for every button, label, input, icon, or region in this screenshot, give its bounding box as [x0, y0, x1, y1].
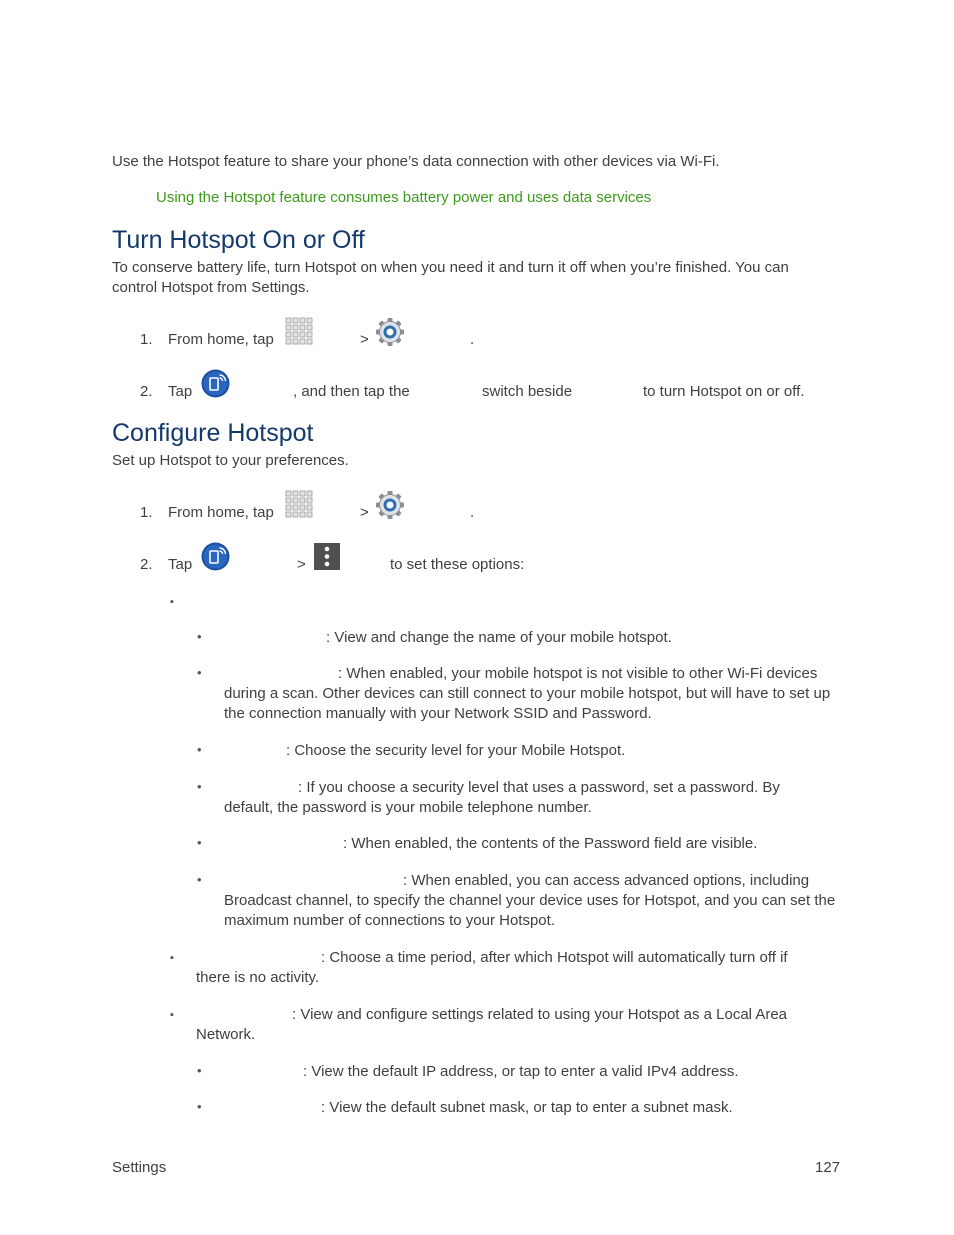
- square-bullet: ▪: [170, 596, 174, 608]
- step-end-dot: .: [470, 331, 475, 348]
- step-text: Tap: [168, 556, 193, 573]
- bullet-dot: •: [197, 1063, 202, 1078]
- option-description: : View and change the name of your mobile hotspot.: [326, 629, 672, 646]
- hotspot-icon: [201, 369, 230, 398]
- step-text: to turn Hotspot on or off.: [643, 383, 805, 400]
- more-options-icon: [314, 543, 340, 570]
- step-number: 2.: [140, 383, 153, 400]
- step-text: From home, tap: [168, 331, 274, 348]
- option-description: : View and configure settings related to using your Hotspot as a Local Area Network.: [196, 1006, 788, 1043]
- step-text: From home, tap: [168, 504, 274, 521]
- option-description: : When enabled, the contents of the Password field are visible.: [343, 835, 758, 852]
- step-number: 1.: [140, 504, 153, 521]
- footer-section: Settings: [112, 1159, 167, 1176]
- bullet-dot: •: [197, 835, 202, 850]
- option-description: : View the default subnet mask, or tap to enter a subnet mask.: [321, 1099, 733, 1116]
- option-description: : View the default IP address, or tap to enter a valid IPv4 address.: [303, 1063, 739, 1080]
- step-text: to set these options:: [390, 556, 525, 573]
- section-title-configure-hotspot: Configure Hotspot: [112, 419, 314, 447]
- settings-gear-icon: [375, 317, 405, 347]
- step-text: Tap: [168, 383, 193, 400]
- intro-text: Use the Hotspot feature to share your phone’s data connection with other devices via Wi-Fi.: [112, 153, 720, 170]
- square-bullet: ▪: [170, 1009, 174, 1021]
- bullet-dot: •: [197, 872, 202, 887]
- step-end-dot: .: [470, 504, 475, 521]
- separator-gt: >: [297, 556, 306, 573]
- hotspot-icon: [201, 542, 230, 571]
- step-text: switch beside: [482, 383, 573, 400]
- step-number: 1.: [140, 331, 153, 348]
- bullet-dot: •: [197, 779, 202, 794]
- separator-gt: >: [360, 504, 369, 521]
- option-description: : Choose a time period, after which Hotspot will automatically turn off if there is no activity.: [196, 949, 788, 986]
- bullet-dot: •: [197, 665, 202, 680]
- bullet-dot: •: [197, 629, 202, 644]
- separator-gt: >: [360, 331, 369, 348]
- settings-gear-icon: [375, 490, 405, 520]
- bullet-dot: •: [197, 742, 202, 757]
- step-number: 2.: [140, 556, 153, 573]
- section-title-turn-hotspot: Turn Hotspot On or Off: [112, 226, 365, 254]
- note-text: Using the Hotspot feature consumes battery power and uses data services: [156, 189, 652, 206]
- apps-grid-icon: [285, 490, 313, 519]
- option-description: : When enabled, you can access advanced options, including Broadcast channel, to specify the channel your device uses for Hotspot, and you can set the maximum number of connections to your Hotspot.: [224, 872, 836, 929]
- bullet-dot: •: [197, 1099, 202, 1114]
- page-number: 127: [815, 1159, 841, 1176]
- section-desc-turn-hotspot: To conserve battery life, turn Hotspot on when you need it and turn it off when you’re finished. You can control Hotspot from Settings.: [112, 259, 789, 296]
- step-text: , and then tap the: [293, 383, 410, 400]
- apps-grid-icon: [285, 317, 313, 346]
- option-description: : If you choose a security level that uses a password, set a password. By default, the password is your mobile telephone number.: [224, 779, 780, 816]
- option-description: : Choose the security level for your Mobile Hotspot.: [286, 742, 626, 759]
- square-bullet: ▪: [170, 952, 174, 964]
- section-desc-configure-hotspot: Set up Hotspot to your preferences.: [112, 452, 349, 469]
- option-description: : When enabled, your mobile hotspot is not visible to other Wi-Fi devices during a scan. Other devices can still connect to your mobile hotspot, but will have to set up the connection manually with your Network SSID and Password.: [224, 665, 831, 722]
